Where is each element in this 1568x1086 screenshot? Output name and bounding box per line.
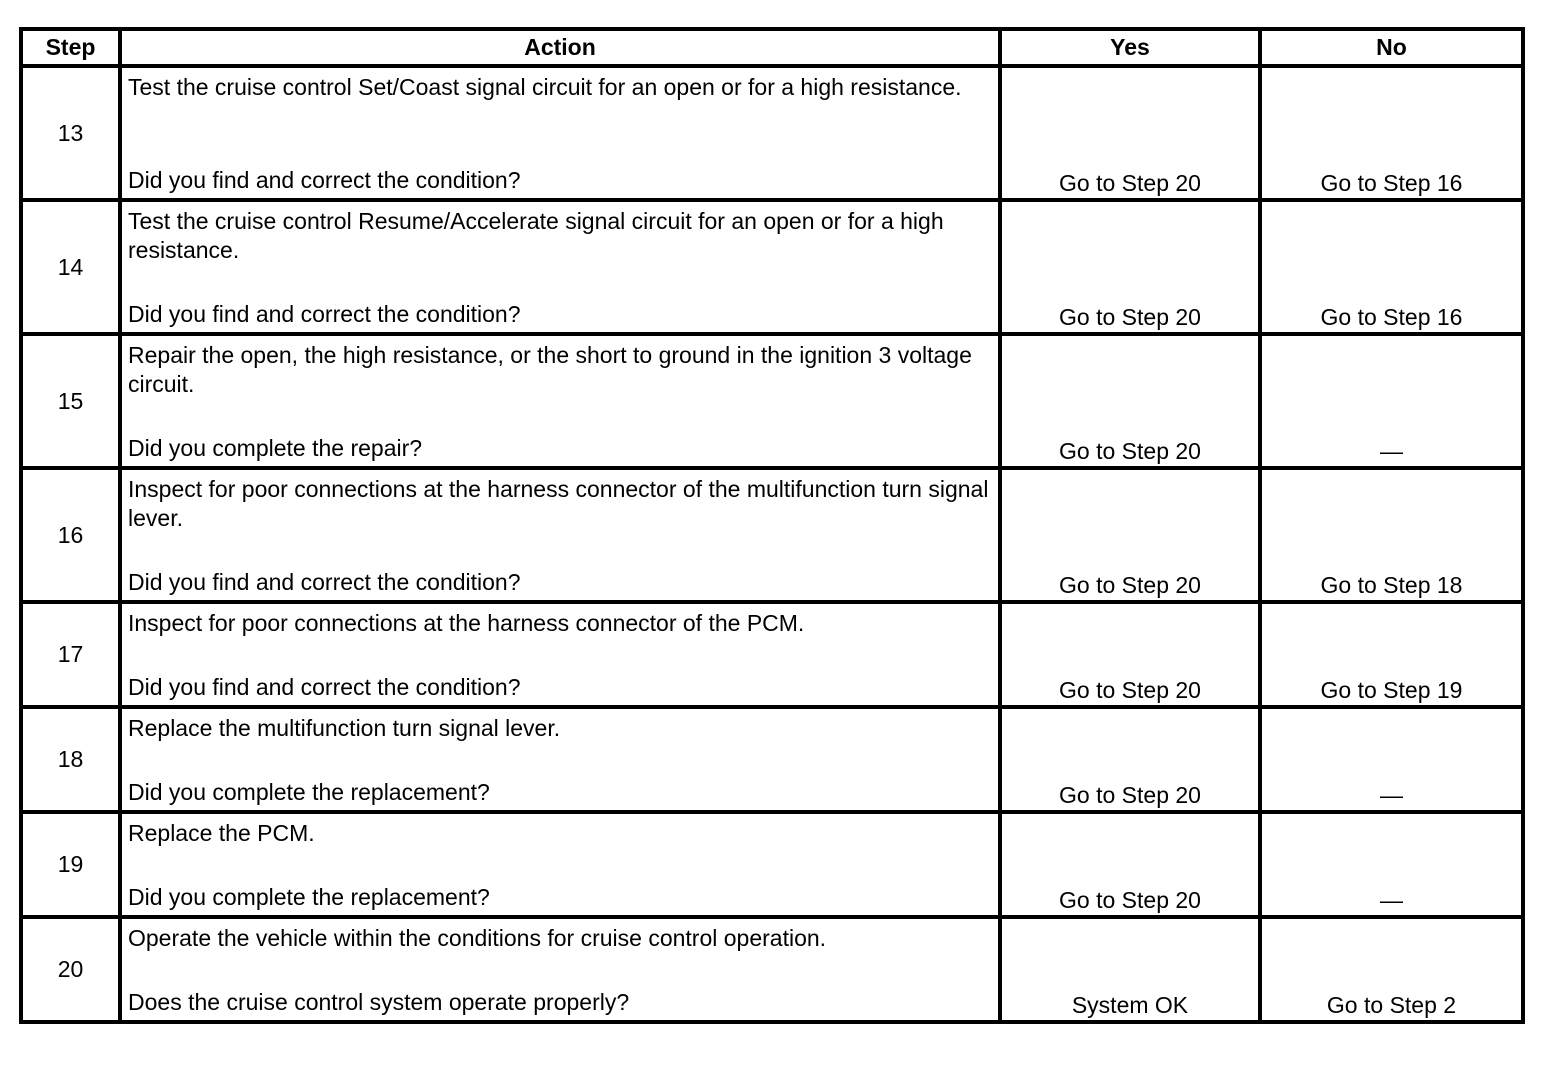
action-text: Repair the open, the high resistance, or the short to ground in the ignition 3 voltage circuit. [128, 342, 972, 397]
action-text: Inspect for poor connections at the harness connector of the PCM. [128, 610, 805, 636]
yes-result: System OK [1000, 917, 1260, 1022]
step-number: 19 [21, 812, 120, 917]
table-row [21, 66, 1523, 200]
header-step: Step [21, 29, 120, 66]
no-result: Go to Step 16 [1260, 66, 1523, 200]
action-cell [120, 66, 1000, 200]
action-text: Replace the PCM. [128, 820, 315, 846]
step-number: 14 [21, 200, 120, 334]
action-cell [120, 812, 1000, 917]
step-number: 20 [21, 917, 120, 1022]
action-question: Did you find and correct the condition? [128, 301, 521, 327]
yes-result: Go to Step 20 [1000, 707, 1260, 812]
yes-result: Go to Step 20 [1000, 602, 1260, 707]
no-result: — [1260, 812, 1523, 917]
action-question: Did you complete the replacement? [128, 884, 490, 910]
table-row [21, 468, 1523, 602]
header-row [21, 29, 1523, 66]
action-text: Inspect for poor connections at the harness connector of the multifunction turn signal lever. [128, 476, 989, 531]
action-cell [120, 468, 1000, 602]
action-text: Test the cruise control Set/Coast signal circuit for an open or for a high resistance. [128, 74, 962, 100]
no-result: — [1260, 707, 1523, 812]
action-question: Did you complete the repair? [128, 435, 423, 461]
header-no: No [1260, 29, 1523, 66]
step-number: 15 [21, 334, 120, 468]
yes-result: Go to Step 20 [1000, 66, 1260, 200]
action-cell [120, 707, 1000, 812]
table-row [21, 917, 1523, 1022]
yes-result: Go to Step 20 [1000, 334, 1260, 468]
header-action: Action [120, 29, 1000, 66]
action-question: Did you find and correct the condition? [128, 569, 521, 595]
yes-result: Go to Step 20 [1000, 468, 1260, 602]
action-cell [120, 917, 1000, 1022]
no-result: Go to Step 16 [1260, 200, 1523, 334]
action-cell [120, 200, 1000, 334]
action-text: Operate the vehicle within the conditions for cruise control operation. [128, 925, 827, 951]
no-result: — [1260, 334, 1523, 468]
action-question: Does the cruise control system operate properly? [128, 989, 630, 1015]
step-number: 13 [21, 66, 120, 200]
action-cell [120, 334, 1000, 468]
header-yes: Yes [1000, 29, 1260, 66]
table-row [21, 707, 1523, 812]
yes-result: Go to Step 20 [1000, 200, 1260, 334]
table-row [21, 602, 1523, 707]
table-row [21, 334, 1523, 468]
yes-result: Go to Step 20 [1000, 812, 1260, 917]
step-number: 16 [21, 468, 120, 602]
no-result: Go to Step 19 [1260, 602, 1523, 707]
no-result: Go to Step 2 [1260, 917, 1523, 1022]
table-row [21, 200, 1523, 334]
table-row [21, 812, 1523, 917]
action-text: Replace the multifunction turn signal lever. [128, 715, 561, 741]
action-question: Did you complete the replacement? [128, 779, 490, 805]
diagnostic-table [19, 27, 1525, 1024]
action-question: Did you find and correct the condition? [128, 674, 521, 700]
action-text: Test the cruise control Resume/Accelerate signal circuit for an open or for a high resistance. [128, 208, 944, 263]
no-result: Go to Step 18 [1260, 468, 1523, 602]
step-number: 18 [21, 707, 120, 812]
step-number: 17 [21, 602, 120, 707]
action-question: Did you find and correct the condition? [128, 167, 521, 193]
action-cell [120, 602, 1000, 707]
